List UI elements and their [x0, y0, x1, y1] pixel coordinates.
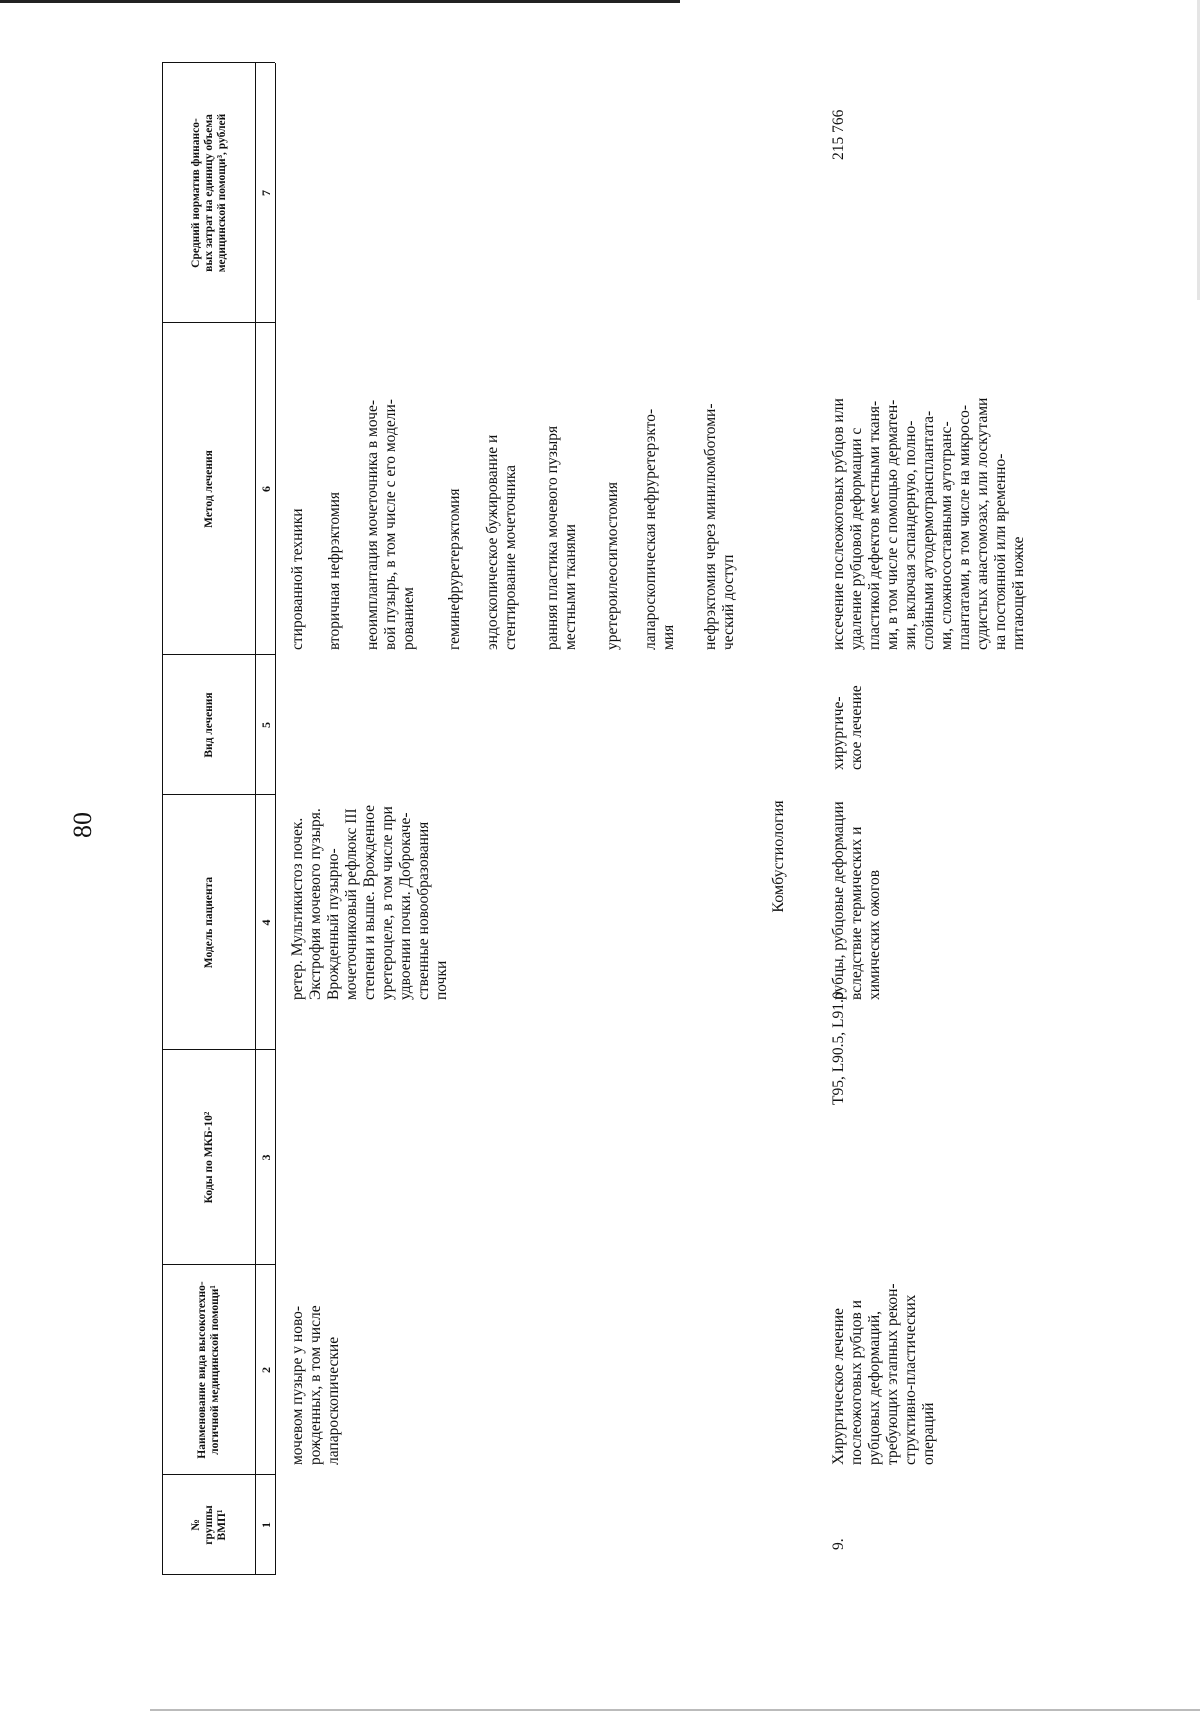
method-item: неоимплантация мочеточника в моче- вой пузырь, в том числе с его модели- рованием	[364, 399, 417, 650]
header-icd-codes: Коды по МКБ-10²	[202, 1111, 215, 1204]
number-row-bottom-border	[275, 63, 276, 1575]
vmp-name: Хирургическое лечение послеожоговых рубцов и рубцовых деформаций, требующих этапных рекон- структивно-пластических операций	[830, 1283, 937, 1465]
method-item: ранняя пластика мочевого пузыря местными тканями	[544, 425, 579, 650]
page-number: 80	[68, 812, 97, 838]
header-patient-model: Модель пациента	[202, 876, 215, 969]
method-item: стированной техники	[289, 508, 306, 650]
column-number-2: 2	[259, 1367, 273, 1373]
header-cost-norm: Средний норматив финансо- вых затрат на единицу объема медицинской помощи³, рублей	[189, 113, 228, 273]
group-number: 9.	[830, 1538, 847, 1550]
method-item: вторичная нефрэктомия	[326, 491, 343, 650]
column-number-5: 5	[259, 722, 273, 728]
method-item: уретероилеосигмостомия	[604, 482, 621, 650]
cost-norm-value: 215 766	[830, 109, 847, 160]
column-number-6: 6	[259, 486, 273, 492]
header-treatment-method: Метод лечения	[202, 450, 215, 528]
treatment-type: хирургиче- ское лечение	[830, 685, 865, 770]
icd-codes: T95, L90.5, L91.0	[830, 991, 847, 1105]
column-number-3: 3	[259, 1154, 273, 1161]
method-item: лапароскопическая нефруретерэкто- мия	[642, 408, 677, 650]
patient-model: рубцы, рубцовые деформации вследствие термических и химических ожогов	[830, 801, 883, 1000]
section-title: Комбустиология	[770, 800, 787, 913]
continued-patient-model: ретер. Мультикистоз почек. Экстрофия мочевого пузыря. Врожденный пузырно- мочеточниковый рефлюкс III степени и выше. Врожденное уретероцеле, в том числе при удвоении почки. Доброкаче- ственные новообразования почки	[289, 805, 450, 1000]
header-treatment-type: Вид лечения	[202, 692, 215, 758]
method-item: геминефруретерэктомия	[446, 488, 463, 650]
method-item: нефрэктомия через минилюмботоми- ческий доступ	[702, 403, 737, 650]
header-bottom-border	[255, 63, 256, 1575]
column-number-4: 4	[259, 919, 273, 926]
method-item: эндоскопическое бужирование и стентирование мочеточника	[484, 434, 519, 650]
treatment-method: иссечение послеожоговых рубцов или удаление рубцовой деформации с пластикой дефектов местными тканя- ми, в том числе с помощью дерматен- зии, включая эспандерную, полно- слойными аутодермотрансплантата- ми, сложносоставными аутотранс- плантатами, в том числе на микросо- судистых анастомозах, или лоскутами на постоянной или временно- питающей ножке	[830, 397, 1027, 650]
header-vmp-name: Наименование вида высокотехно- логичной медицинской помощи¹	[196, 1281, 221, 1459]
header-group-no: № группы ВМП¹	[189, 1505, 228, 1545]
column-number-1: 1	[259, 1522, 273, 1528]
table-top-border	[162, 63, 163, 1575]
continued-vmp-name: мочевом пузыре у ново- рожденных, в том числе лапароскопические	[289, 1305, 342, 1465]
column-number-7: 7	[259, 190, 273, 196]
